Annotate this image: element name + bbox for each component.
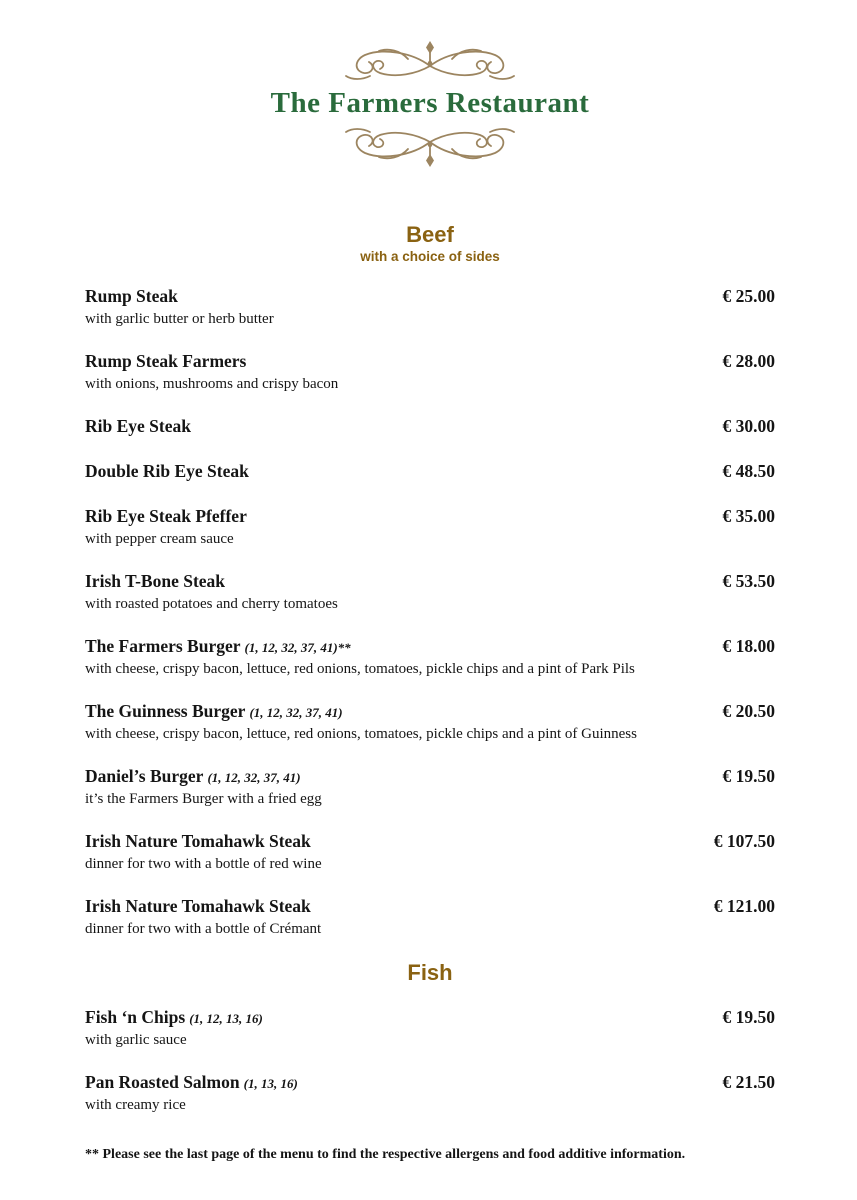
menu-item [85, 570, 775, 614]
item-price: € 25.00 [722, 286, 775, 306]
menu-section-beef [85, 222, 775, 939]
item-price: € 35.00 [722, 506, 775, 526]
item-price: € 19.50 [722, 1007, 775, 1027]
item-allergens: (1, 12, 32, 37, 41) [249, 705, 343, 720]
item-allergens: (1, 12, 32, 37, 41) [207, 770, 301, 785]
item-name: Irish T-Bone Steak [85, 571, 226, 591]
item-name: Rib Eye Steak Pfeffer [85, 506, 247, 526]
menu-item [85, 830, 775, 874]
menu-item [85, 895, 775, 939]
flourish-icon [340, 122, 520, 170]
menu-section-fish [85, 960, 775, 1115]
menu-item [85, 285, 775, 329]
item-allergens: (1, 12, 32, 37, 41)** [244, 640, 351, 655]
menu-item [85, 460, 775, 484]
menu-item [85, 350, 775, 394]
item-description: dinner for two with a bottle of red wine [85, 856, 322, 872]
item-name: Irish Nature Tomahawk Steak [85, 896, 311, 916]
ornament-flourish-top [85, 38, 775, 86]
item-description: dinner for two with a bottle of Crémant [85, 921, 322, 937]
item-name: Rump Steak Farmers [85, 351, 247, 371]
section-heading-fish: Fish [407, 960, 453, 985]
menu-item [85, 1071, 775, 1115]
item-price: € 48.50 [722, 461, 775, 481]
section-heading-beef: Beef [406, 222, 454, 247]
item-price: € 28.00 [722, 351, 775, 371]
item-description: with garlic sauce [85, 1032, 187, 1048]
item-price: € 121.00 [713, 896, 775, 916]
menu-item [85, 415, 775, 439]
item-name: The Guinness Burger [85, 701, 246, 721]
item-description: with onions, mushrooms and crispy bacon [85, 376, 339, 392]
menu-header [85, 38, 775, 170]
allergen-footnote: ** Please see the last page of the menu to find the respective allergens and food additive information. [85, 1147, 686, 1162]
flourish-icon [340, 38, 520, 86]
item-description: with cheese, crispy bacon, lettuce, red onions, tomatoes, pickle chips and a pint of Guinness [85, 726, 637, 742]
menu-item [85, 1006, 775, 1050]
menu-item [85, 765, 775, 809]
item-name: Rib Eye Steak [85, 416, 191, 436]
item-allergens: (1, 12, 13, 16) [189, 1011, 263, 1026]
item-description: with roasted potatoes and cherry tomatoes [85, 596, 338, 612]
item-price: € 30.00 [722, 416, 775, 436]
item-price: € 107.50 [713, 831, 775, 851]
item-price: € 20.50 [722, 701, 775, 721]
item-description: with garlic butter or herb butter [85, 311, 274, 327]
item-price: € 18.00 [722, 636, 775, 656]
item-name: Rump Steak [85, 286, 178, 306]
item-name: Double Rib Eye Steak [85, 461, 249, 481]
menu-item [85, 505, 775, 549]
item-price: € 53.50 [722, 571, 775, 591]
item-name: Irish Nature Tomahawk Steak [85, 831, 311, 851]
item-name: Fish ‘n Chips [85, 1007, 186, 1027]
item-description: with creamy rice [85, 1097, 186, 1113]
item-description: with cheese, crispy bacon, lettuce, red onions, tomatoes, pickle chips and a pint of Park Pils [85, 661, 635, 677]
section-subheading-beef: with a choice of sides [360, 249, 500, 264]
item-name: Daniel’s Burger [85, 766, 204, 786]
item-name: Pan Roasted Salmon [85, 1072, 240, 1092]
item-description: it’s the Farmers Burger with a fried egg [85, 791, 322, 807]
menu-body [85, 222, 775, 1115]
ornament-flourish-bottom [85, 122, 775, 170]
item-price: € 21.50 [722, 1072, 775, 1092]
restaurant-title: The Farmers Restaurant [270, 87, 590, 119]
item-price: € 19.50 [722, 766, 775, 786]
item-allergens: (1, 13, 16) [243, 1076, 298, 1091]
menu-item [85, 700, 775, 744]
item-description: with pepper cream sauce [85, 531, 234, 547]
menu-item [85, 635, 775, 679]
item-name: The Farmers Burger [85, 636, 241, 656]
